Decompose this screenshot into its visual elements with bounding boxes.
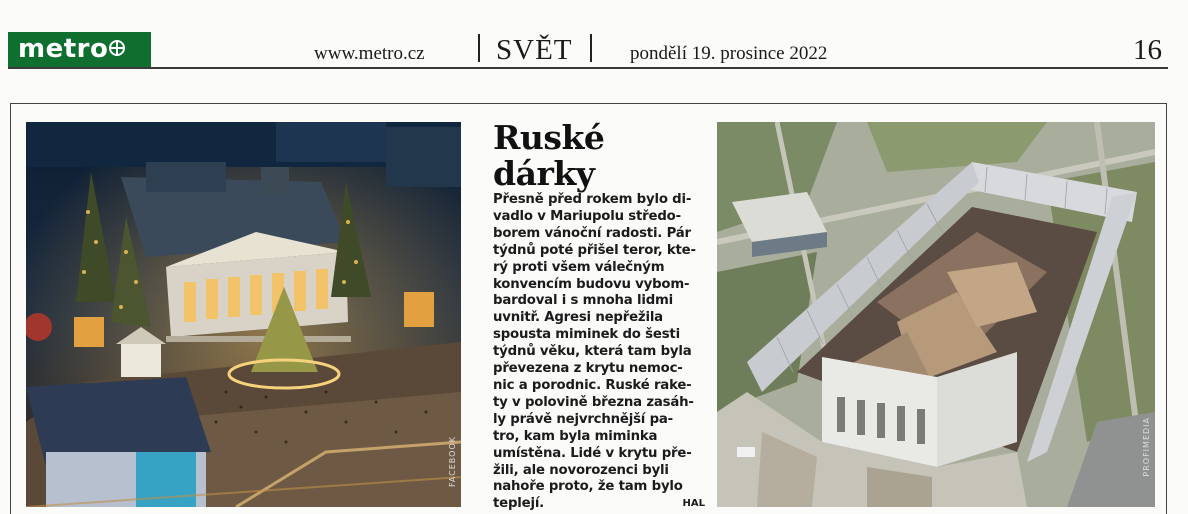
logo-text: metro (18, 34, 109, 64)
body-line: nahoře proto, že tam bylo (493, 479, 683, 495)
body-line: teplejí. (493, 496, 545, 512)
body-line: rý proti všem válečným (493, 259, 665, 275)
article-box (10, 103, 1167, 514)
divider (590, 34, 592, 62)
body-line: umístěna. Lidé v krytu pře- (493, 445, 692, 461)
body-line: převezena z krytu nemoc- (493, 361, 683, 377)
article-headline: Ruské dárky (493, 118, 605, 193)
body-line: borem vánoční radosti. Pár (493, 225, 691, 241)
article-text (493, 120, 705, 513)
body-line: ty v polovině března zasáh- (493, 394, 694, 410)
photo-credit: PROFIMEDIA (1142, 417, 1151, 477)
site-url: www.metro.cz (314, 43, 425, 64)
destroyed-theatre-photo (717, 122, 1155, 507)
body-line: Přesně před rokem bylo di- (493, 192, 692, 207)
body-line: tro, kam byla miminka (493, 428, 658, 444)
body-line: ly právě nejvrchnější pa- (493, 411, 673, 427)
divider (478, 34, 480, 62)
issue-date: pondělí 19. prosince 2022 (630, 43, 828, 64)
body-line: týdnů věku, která tam byla (493, 344, 692, 360)
article-body (493, 192, 705, 513)
photo-credit: FACEBOOK (448, 435, 457, 487)
page-number: 16 (1133, 34, 1162, 66)
section-title: SVĚT (496, 34, 573, 66)
page-header (8, 26, 1168, 68)
body-line: týdnů poté přišel teror, kte- (493, 242, 696, 258)
globe-icon (109, 40, 125, 56)
theatre-christmas-photo (26, 122, 461, 507)
body-line: žili, ale novorozenci byli (493, 462, 669, 478)
metro-logo[interactable] (8, 32, 151, 68)
body-line: nic a porodnic. Ruské rake- (493, 377, 692, 393)
body-line: vadlo v Mariupolu středo- (493, 208, 681, 224)
body-line: uvnitř. Agresi nepřežila (493, 310, 663, 326)
article-author: HAL (682, 498, 705, 510)
header-rule (8, 67, 1168, 69)
body-line: konvencím budovu vybom- (493, 276, 690, 292)
body-line: bardoval i s mnoha lidmi (493, 293, 674, 309)
body-line: spousta miminek do šesti (493, 327, 680, 343)
